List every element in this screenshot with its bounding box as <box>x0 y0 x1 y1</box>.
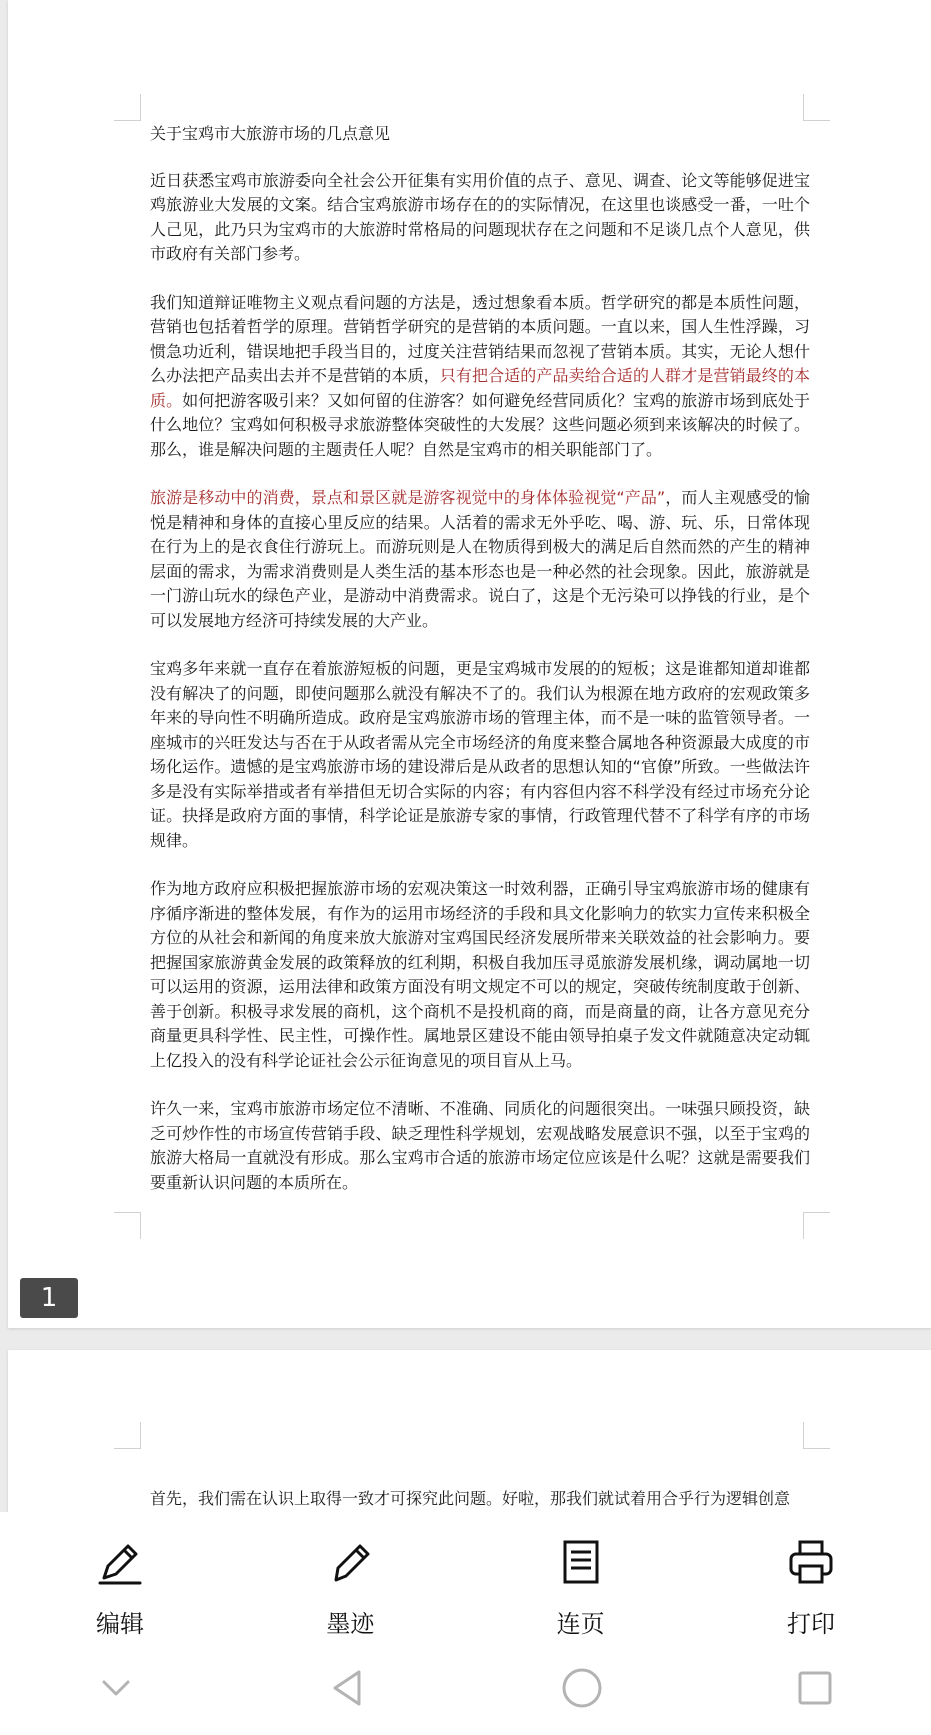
paragraph-3-text: ，而人主观感受的愉悦是精神和身体的直接心里反应的结果。人活着的需求无外乎吃、喝、游、玩、乐，日常体现在行为上的是衣食住行游玩上。而游玩则是人在物质得到极大的满足后自然而然的产生的精神层面的需求，为需求消费则是人类生活的基本形态也是一种必然的社会现象。因此，旅游就是一门游山玩水的绿色产业，是游动中消费需求。说白了，这是个无污染可以挣钱的行业，是个可以发展地方经济可持续发展的大产业。 <box>150 488 810 630</box>
recents-square-icon <box>795 1668 835 1708</box>
paragraph-4: 宝鸡多年来就一直存在着旅游短板的问题，更是宝鸡城市发展的的短板；这是谁都知道却谁都没有解决了的问题，即使问题那么就没有解决不了的。我们认为根源在地方政府的宏观政策多年来的导向性不明确所造成。政府是宝鸡旅游市场的管理主体，而不是一味的监管领导者。一座城市的兴旺发达与否在于从政者需从完全市场经济的角度来整合属地各种资源最大成度的市场化运作。遗憾的是宝鸡旅游市场的建设滞后是从政者的思想认知的“官僚”所致。一些做法许多是没有实际举措或者有举措但无切合实际的内容；有内容但内容不科学没有经过市场充分论证。抉择是政府方面的事情，科学论证是旅游专家的事情，行政管理代替不了科学有序的市场规律。 <box>150 659 810 850</box>
document-title: 关于宝鸡市大旅游市场的几点意见 <box>150 124 391 143</box>
home-circle-icon <box>560 1666 604 1710</box>
highlighted-text: 旅游是移动中的消费，景点和景区就是游客视觉中的身体体验视觉“产品” <box>150 488 666 507</box>
nav-home-button[interactable] <box>542 1648 622 1728</box>
ink-label: 墨迹 <box>326 1610 375 1638</box>
system-navigation-bar <box>0 1640 931 1735</box>
margin-mark-top-right <box>803 1422 830 1449</box>
nav-hide-button[interactable] <box>76 1648 156 1728</box>
pen-icon <box>324 1536 376 1592</box>
ink-button[interactable] <box>270 1512 430 1640</box>
edit-button[interactable] <box>40 1512 200 1640</box>
margin-mark-top-left <box>114 94 141 121</box>
nav-back-button[interactable] <box>309 1648 389 1728</box>
paragraph-7: 首先，我们需在认识上取得一致才可探究此问题。好啦，那我们就试着用合乎行为逻辑创意 <box>150 1489 791 1508</box>
chevron-down-icon <box>96 1668 136 1708</box>
paragraph-1: 近日获悉宝鸡市旅游委向全社会公开征集有实用价值的点子、意见、调查、论文等能够促进宝鸡旅游业大发展的文案。结合宝鸡旅游市场存在的的实际情况，在这里也谈感受一番，一吐个人己见，此乃只为宝鸡市的大旅游时常格局的问题现状存在之问题和不足谈几点个人意见，供市政府有关部门参考。 <box>150 170 810 263</box>
continuous-label: 连页 <box>556 1610 605 1638</box>
printer-icon <box>785 1536 837 1592</box>
continuous-page-button[interactable] <box>501 1512 661 1640</box>
paragraph-3 <box>150 486 810 633</box>
paragraph-2-text: 我们知道辩证唯物主义观点看问题的方法是，透过想象看本质。哲学研究的都是本质性问题，营销也包括着哲学的原理。营销哲学研究的是营销的本质问题。一直以来，国人生性浮躁，习惯急功近利，错误地把手段当目的，过度关注营销结果而忽视了营销本质。其实，无论人想什么办法把产品卖出去并不是营销的本质， <box>150 292 810 385</box>
margin-mark-top-right <box>803 94 830 121</box>
print-label: 打印 <box>786 1610 835 1638</box>
paragraph-2-text-cont: 如何把游客吸引来？又如何留的住游客？如何避免经营同质化？宝鸡的旅游市场到底处于什么地位？宝鸡如何积极寻求旅游整体突破性的大发展？这些问题必须到来该解决的时候了。那么，谁是解决问题的主题责任人呢？自然是宝鸡市的相关职能部门了。 <box>150 390 810 459</box>
margin-mark-bottom-left <box>114 1212 141 1239</box>
print-button[interactable] <box>731 1512 891 1640</box>
document-icon <box>555 1536 607 1592</box>
paragraph-6: 许久一来，宝鸡市旅游市场定位不清晰、不准确、同质化的问题很突出。一味强只顾投资，缺乏可炒作性的市场宣传营销手段、缺乏理性科学规划，宏观战略发展意识不强，以至于宝鸡的旅游大格局一直就没有形成。那么宝鸡市合适的旅游市场定位应该是什么呢？这就是需要我们要重新认识问题的本质所在。 <box>150 1099 810 1192</box>
edit-label: 编辑 <box>96 1610 144 1638</box>
document-page-2 <box>8 1350 931 1512</box>
page-number-indicator: 1 <box>20 1278 78 1318</box>
pencil-icon <box>94 1536 146 1592</box>
highlighted-text: 只有把合适的产品卖给合适的人群才是营销最终的本质。 <box>150 366 810 410</box>
document-page-1 <box>8 0 931 1328</box>
margin-mark-top-left <box>114 1422 141 1449</box>
document-body <box>150 122 810 1219</box>
paragraph-5: 作为地方政府应积极把握旅游市场的宏观决策这一时效利器，正确引导宝鸡旅游市场的健康有序循序渐进的整体发展，有作为的运用市场经济的手段和具文化影响力的软实力宣传来积极全方位的从社会和新闻的角度来放大旅游对宝鸡国民经济发展所带来关联效益的社会影响力。要把握国家旅游黄金发展的政策释放的红利期，积极自我加压寻觅旅游发展机缘，调动属地一切可以运用的资源，运用法律和政策方面没有明文规定不可以的规定，突破传统制度敢于创新、善于创新。积极寻求发展的商机，这个商机不是投机商的商，而是商量的商，让各方意见充分商量更具科学性、民主性，可操作性。属地景区建设不能由领导拍桌子发文件就随意决定动辄上亿投入的没有科学论证社会公示征询意见的项目盲从上马。 <box>150 879 810 1070</box>
bottom-toolbar <box>0 1512 931 1640</box>
nav-recents-button[interactable] <box>775 1648 855 1728</box>
paragraph-2 <box>150 291 810 463</box>
document-body-page-2 <box>150 1487 810 1512</box>
back-triangle-icon <box>329 1668 369 1708</box>
